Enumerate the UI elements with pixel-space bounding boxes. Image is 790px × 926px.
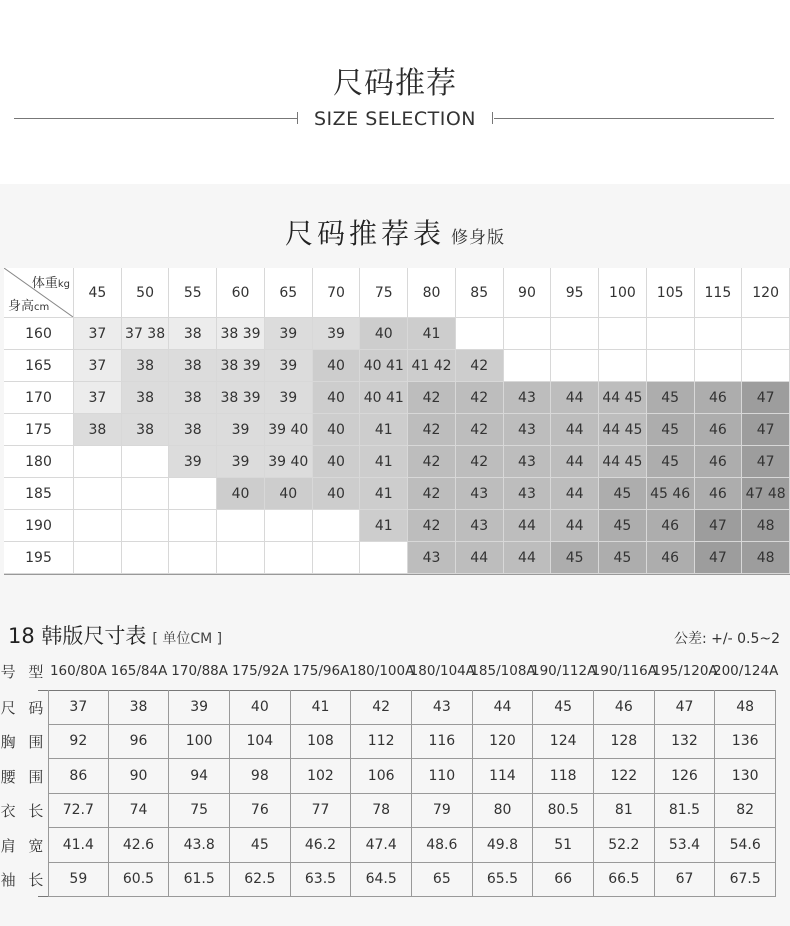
- size-cell: [742, 318, 790, 350]
- spec-value-cell: 66.5: [594, 863, 655, 898]
- size-cell: 37: [74, 350, 122, 382]
- spec-value-cell: 112: [351, 725, 412, 760]
- size-cell: 41 42: [408, 350, 456, 382]
- size-cell: 46: [695, 414, 743, 446]
- spec-value-cell: 48: [715, 690, 776, 725]
- size-header-cell: 180/104A: [409, 663, 475, 679]
- size-cell: [122, 446, 170, 478]
- spec-value-cell: 48.6: [412, 828, 473, 863]
- size-header-cell: 200/124A: [713, 663, 779, 679]
- weight-header-cell: 65: [265, 268, 313, 318]
- size-table-title: [8, 620, 222, 650]
- spec-value-cell: 106: [351, 759, 412, 794]
- size-cell: [217, 510, 265, 542]
- spec-value-cell: 40: [230, 690, 291, 725]
- spec-value-cell: 114: [473, 759, 534, 794]
- size-cell: 45: [599, 510, 647, 542]
- size-cell: 39: [313, 318, 361, 350]
- spec-value-cell: 65: [412, 863, 473, 898]
- spec-value-cell: 104: [230, 725, 291, 760]
- size-table-unit: [ 单位CM ]: [152, 631, 223, 647]
- spec-value-cell: 72.7: [48, 794, 109, 829]
- size-cell: [695, 318, 743, 350]
- size-cell: [122, 542, 170, 574]
- spec-value-cell: 96: [109, 725, 170, 760]
- spec-value-cell: 92: [48, 725, 109, 760]
- size-cell: 38: [122, 350, 170, 382]
- size-cell: 38: [122, 414, 170, 446]
- size-cell: 45: [551, 542, 599, 574]
- size-cell: 40: [313, 414, 361, 446]
- size-cell: [599, 318, 647, 350]
- size-cell: 37: [74, 318, 122, 350]
- size-header-cell: 170/88A: [171, 663, 229, 679]
- size-cell: 38: [169, 382, 217, 414]
- size-cell: 42: [456, 382, 504, 414]
- spec-value-cell: 47: [655, 690, 716, 725]
- size-cell: 43: [504, 478, 552, 510]
- weight-header-cell: 70: [313, 268, 361, 318]
- recommend-table-title: [0, 212, 790, 252]
- spec-value-cell: 122: [594, 759, 655, 794]
- size-cell: 45: [647, 414, 695, 446]
- size-cell: 40 41: [360, 350, 408, 382]
- spec-value-cell: 118: [533, 759, 594, 794]
- spec-value-cell: 42: [351, 690, 412, 725]
- spec-value-cell: 67.5: [715, 863, 776, 898]
- size-cell: 43: [408, 542, 456, 574]
- spec-value-cell: 108: [291, 725, 352, 760]
- size-cell: [265, 510, 313, 542]
- spec-value-cell: 59: [48, 863, 109, 898]
- size-cell: [74, 446, 122, 478]
- size-cell: 38 39: [217, 350, 265, 382]
- size-cell: [647, 350, 695, 382]
- size-cell: 47 48: [742, 478, 790, 510]
- spec-value-cell: 43.8: [169, 828, 230, 863]
- spec-value-cell: 98: [230, 759, 291, 794]
- weight-header-cell: 80: [408, 268, 456, 318]
- size-cell: 39: [265, 350, 313, 382]
- size-header-cell: 185/108A: [470, 663, 536, 679]
- size-cell: 44 45: [599, 382, 647, 414]
- size-cell: 47: [695, 542, 743, 574]
- size-cell: 42: [408, 510, 456, 542]
- size-cell: 41: [360, 446, 408, 478]
- spec-value-cell: 102: [291, 759, 352, 794]
- size-cell: 46: [647, 542, 695, 574]
- size-cell: 41: [408, 318, 456, 350]
- spec-value-cell: 64.5: [351, 863, 412, 898]
- size-cell: 40: [313, 382, 361, 414]
- size-cell: [695, 350, 743, 382]
- size-cell: 45: [647, 382, 695, 414]
- size-cell: 43: [456, 478, 504, 510]
- spec-value-cell: 46.2: [291, 828, 352, 863]
- size-cell: 43: [504, 446, 552, 478]
- size-cell: [647, 318, 695, 350]
- size-cell: 44 45: [599, 414, 647, 446]
- size-cell: 46: [647, 510, 695, 542]
- size-cell: 41: [360, 510, 408, 542]
- weight-header-cell: 100: [599, 268, 647, 318]
- size-cell: 39 40: [265, 414, 313, 446]
- spec-value-cell: 41.4: [48, 828, 109, 863]
- size-cell: 37: [74, 382, 122, 414]
- size-cell: 40: [313, 350, 361, 382]
- spec-value-cell: 126: [655, 759, 716, 794]
- size-cell: [122, 510, 170, 542]
- size-cell: 43: [504, 414, 552, 446]
- spec-value-cell: 80: [473, 794, 534, 829]
- height-header-cell: 170: [4, 382, 74, 414]
- spec-value-cell: 44: [473, 690, 534, 725]
- height-header-cell: 195: [4, 542, 74, 574]
- spec-value-cell: 60.5: [109, 863, 170, 898]
- page-title: 尺码推荐: [333, 66, 457, 101]
- size-cell: 42: [408, 414, 456, 446]
- size-cell: 44: [551, 382, 599, 414]
- size-cell: 44 45: [599, 446, 647, 478]
- size-cell: [265, 542, 313, 574]
- size-cell: 42: [408, 446, 456, 478]
- spec-value-cell: 53.4: [655, 828, 716, 863]
- spec-value-cell: 67: [655, 863, 716, 898]
- weight-header-cell: 50: [122, 268, 170, 318]
- spec-value-cell: 100: [169, 725, 230, 760]
- spec-value-cell: 120: [473, 725, 534, 760]
- weight-header-cell: 90: [504, 268, 552, 318]
- size-cell: 45 46: [647, 478, 695, 510]
- spec-value-cell: 45: [230, 828, 291, 863]
- size-cell: 44: [551, 414, 599, 446]
- size-cell: [74, 478, 122, 510]
- size-cell: [169, 510, 217, 542]
- size-header-cell: 165/84A: [110, 663, 168, 679]
- spec-value-cell: 94: [169, 759, 230, 794]
- divider-tick-right: [492, 112, 493, 124]
- height-header-cell: 175: [4, 414, 74, 446]
- spec-value-cell: 65.5: [473, 863, 534, 898]
- size-cell: [551, 318, 599, 350]
- size-cell: 39: [217, 414, 265, 446]
- size-cell: [169, 542, 217, 574]
- spec-value-cell: 81: [594, 794, 655, 829]
- spec-value-cell: 124: [533, 725, 594, 760]
- height-header-cell: 185: [4, 478, 74, 510]
- size-cell: 39: [217, 446, 265, 478]
- spec-row-label: 胸 围: [0, 733, 48, 752]
- spec-row-label: 袖 长: [0, 871, 48, 890]
- height-header-cell: 180: [4, 446, 74, 478]
- size-cell: 44: [504, 542, 552, 574]
- size-cell: 39 40: [265, 446, 313, 478]
- size-cell: 46: [695, 478, 743, 510]
- spec-value-cell: 37: [48, 690, 109, 725]
- size-cell: 44: [551, 446, 599, 478]
- corner-weight-label: [32, 272, 70, 291]
- spec-value-cell: 61.5: [169, 863, 230, 898]
- weight-header-cell: 120: [742, 268, 790, 318]
- size-cell: 40: [360, 318, 408, 350]
- spec-row-label: 衣 长: [0, 802, 48, 821]
- spec-row-label: 肩 宽: [0, 836, 48, 855]
- size-table-title-text: 18 韩版尺寸表: [8, 624, 147, 648]
- height-header-cell: 190: [4, 510, 74, 542]
- weight-header-cell: 105: [647, 268, 695, 318]
- spec-value-cell: 81.5: [655, 794, 716, 829]
- size-cell: [122, 478, 170, 510]
- size-cell: 42: [456, 350, 504, 382]
- size-header-cell: 190/116A: [591, 663, 657, 679]
- spec-value-cell: 54.6: [715, 828, 776, 863]
- spec-value-cell: 62.5: [230, 863, 291, 898]
- size-cell: 44: [551, 510, 599, 542]
- size-cell: 37 38: [122, 318, 170, 350]
- divider-right: [494, 118, 774, 119]
- size-cell: 40: [313, 478, 361, 510]
- size-cell: 38: [169, 414, 217, 446]
- spec-value-cell: 74: [109, 794, 170, 829]
- spec-value-cell: 66: [533, 863, 594, 898]
- size-cell: 42: [456, 414, 504, 446]
- size-cell: 43: [456, 510, 504, 542]
- weight-unit: kg: [57, 279, 70, 290]
- size-cell: 47: [742, 414, 790, 446]
- size-cell: [360, 542, 408, 574]
- spec-value-cell: 47.4: [351, 828, 412, 863]
- size-header-cell: 190/112A: [531, 663, 597, 679]
- size-cell: 38 39: [217, 382, 265, 414]
- spec-value-cell: 130: [715, 759, 776, 794]
- recommend-subtitle: 修身版: [451, 228, 505, 248]
- size-cell: 44: [504, 510, 552, 542]
- size-cell: 43: [504, 382, 552, 414]
- header-section: [0, 0, 790, 184]
- size-cell: 44: [551, 478, 599, 510]
- spec-value-cell: 82: [715, 794, 776, 829]
- size-cell: [551, 350, 599, 382]
- size-header-cell: 175/96A: [292, 663, 350, 679]
- tolerance-note: 公差: +/- 0.5~2: [673, 631, 780, 647]
- size-cell: [504, 350, 552, 382]
- spec-value-cell: 79: [412, 794, 473, 829]
- spec-value-cell: 132: [655, 725, 716, 760]
- size-cell: 48: [742, 542, 790, 574]
- spec-value-cell: 41: [291, 690, 352, 725]
- spec-value-cell: 51: [533, 828, 594, 863]
- recommend-title-text: 尺码推荐表: [284, 217, 445, 250]
- size-cell: 40: [217, 478, 265, 510]
- height-unit: cm: [34, 302, 50, 313]
- corner-height-label: [8, 295, 49, 314]
- size-cell: 48: [742, 510, 790, 542]
- height-header-cell: 160: [4, 318, 74, 350]
- size-cell: 47: [695, 510, 743, 542]
- spec-value-cell: 38: [109, 690, 170, 725]
- spec-value-cell: 76: [230, 794, 291, 829]
- size-cell: [456, 318, 504, 350]
- spec-value-cell: 42.6: [109, 828, 170, 863]
- size-cell: 42: [408, 478, 456, 510]
- size-cell: 45: [599, 542, 647, 574]
- spec-value-cell: 75: [169, 794, 230, 829]
- weight-header-cell: 85: [456, 268, 504, 318]
- spec-value-cell: 77: [291, 794, 352, 829]
- spec-value-cell: 86: [48, 759, 109, 794]
- size-cell: 46: [695, 446, 743, 478]
- spec-value-cell: 116: [412, 725, 473, 760]
- size-cell: [313, 542, 361, 574]
- size-cell: 38: [122, 382, 170, 414]
- size-cell: 38: [169, 318, 217, 350]
- spec-value-cell: 110: [412, 759, 473, 794]
- size-cell: 45: [647, 446, 695, 478]
- size-cell: 38: [74, 414, 122, 446]
- page-subtitle: SIZE SELECTION: [313, 108, 477, 130]
- size-cell: 41: [360, 478, 408, 510]
- size-cell: [313, 510, 361, 542]
- spec-value-cell: 63.5: [291, 863, 352, 898]
- spec-value-cell: 52.2: [594, 828, 655, 863]
- spec-row-label: 腰 围: [0, 767, 48, 786]
- size-cell: 39: [265, 318, 313, 350]
- size-cell: [504, 318, 552, 350]
- size-cell: 39: [265, 382, 313, 414]
- size-cell: [74, 510, 122, 542]
- spec-value-cell: 78: [351, 794, 412, 829]
- height-header-cell: 165: [4, 350, 74, 382]
- size-cell: 39: [169, 446, 217, 478]
- size-cell: 40: [265, 478, 313, 510]
- spec-value-cell: 45: [533, 690, 594, 725]
- spec-value-cell: 90: [109, 759, 170, 794]
- size-cell: 42: [456, 446, 504, 478]
- spec-value-cell: 46: [594, 690, 655, 725]
- size-cell: 40 41: [360, 382, 408, 414]
- spec-value-cell: 136: [715, 725, 776, 760]
- size-cell: [742, 350, 790, 382]
- weight-text: 体重: [31, 276, 58, 291]
- size-cell: 38 39: [217, 318, 265, 350]
- size-cell: 41: [360, 414, 408, 446]
- spec-row-label: 尺 码: [0, 698, 48, 717]
- size-cell: 42: [408, 382, 456, 414]
- spec-value-cell: 39: [169, 690, 230, 725]
- table-bottom-border: [4, 574, 790, 575]
- spec-value-cell: 128: [594, 725, 655, 760]
- size-cell: [169, 478, 217, 510]
- size-header-cell: 195/120A: [652, 663, 718, 679]
- size-cell: [74, 542, 122, 574]
- size-cell: 45: [599, 478, 647, 510]
- size-cell: 46: [695, 382, 743, 414]
- size-cell: [599, 350, 647, 382]
- size-header-label: 号 型: [0, 662, 48, 681]
- weight-header-cell: 60: [217, 268, 265, 318]
- size-cell: 47: [742, 382, 790, 414]
- size-cell: [217, 542, 265, 574]
- size-cell: 44: [456, 542, 504, 574]
- size-header-cell: 160/80A: [49, 663, 107, 679]
- size-header-cell: 175/92A: [231, 663, 289, 679]
- spec-value-cell: 80.5: [533, 794, 594, 829]
- size-cell: 40: [313, 446, 361, 478]
- spec-value-cell: 49.8: [473, 828, 534, 863]
- corner-cell: [4, 268, 74, 318]
- weight-header-cell: 55: [169, 268, 217, 318]
- weight-header-cell: 75: [360, 268, 408, 318]
- spec-value-cell: 43: [412, 690, 473, 725]
- size-header-cell: 180/100A: [349, 663, 415, 679]
- size-cell: 38: [169, 350, 217, 382]
- weight-header-cell: 45: [74, 268, 122, 318]
- weight-header-cell: 95: [551, 268, 599, 318]
- height-text: 身高: [8, 299, 35, 314]
- weight-header-cell: 115: [695, 268, 743, 318]
- size-cell: 47: [742, 446, 790, 478]
